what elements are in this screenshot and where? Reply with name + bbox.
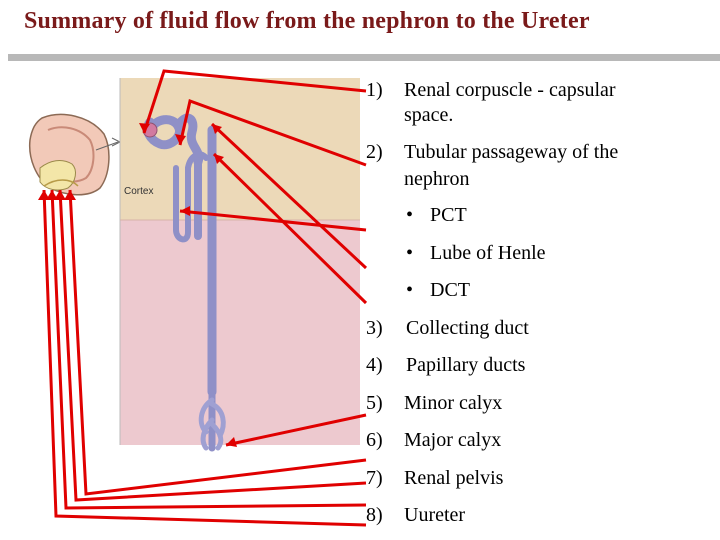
list-item-2: [366, 141, 696, 189]
list-number: 5): [366, 392, 383, 414]
list-text-cont: space.: [404, 104, 454, 126]
slide-title: Summary of fluid flow from the nephron to the Ureter: [24, 8, 590, 34]
list-item-8: [366, 504, 696, 528]
bullet-loop-of-henle: [406, 242, 546, 265]
list-text: Minor calyx: [404, 392, 503, 414]
list-text: Tubular passageway of the: [404, 141, 619, 163]
bullet-dot: •: [406, 279, 414, 301]
list-text: Major calyx: [404, 429, 502, 451]
list-item-7: [366, 467, 696, 491]
bullet-text: Lube of Henle: [430, 242, 546, 264]
list-text: Renal corpuscle - capsular: [404, 79, 616, 101]
list-number: 1): [366, 79, 383, 101]
list-text: Collecting duct: [406, 317, 529, 339]
bullet-text: DCT: [430, 279, 470, 301]
list-number: 2): [366, 141, 383, 163]
list-text-cont: nephron: [404, 168, 470, 190]
list-item-4: [366, 354, 696, 378]
bullet-text: PCT: [430, 204, 467, 226]
list-item-6: [366, 429, 696, 453]
list-text: Uureter: [404, 504, 466, 526]
list-number: 3): [366, 317, 383, 339]
list-number: 8): [366, 504, 383, 526]
list-text: Papillary ducts: [406, 354, 526, 376]
list-number: 7): [366, 467, 383, 489]
bullet-dot: •: [406, 242, 414, 264]
list-number: 4): [366, 354, 383, 376]
kidney-thumbnail: [30, 115, 120, 195]
list-item-1: [366, 79, 696, 127]
bullet-pct: [406, 204, 467, 227]
list-text: Renal pelvis: [404, 467, 504, 489]
bullet-dot: •: [406, 204, 414, 226]
tissue-block: [120, 78, 360, 466]
cortex-label: Cortex: [124, 186, 154, 197]
bullet-dct: [406, 279, 470, 302]
list-number: 6): [366, 429, 383, 451]
list-item-5: [366, 392, 696, 416]
list-item-3: [366, 317, 696, 341]
